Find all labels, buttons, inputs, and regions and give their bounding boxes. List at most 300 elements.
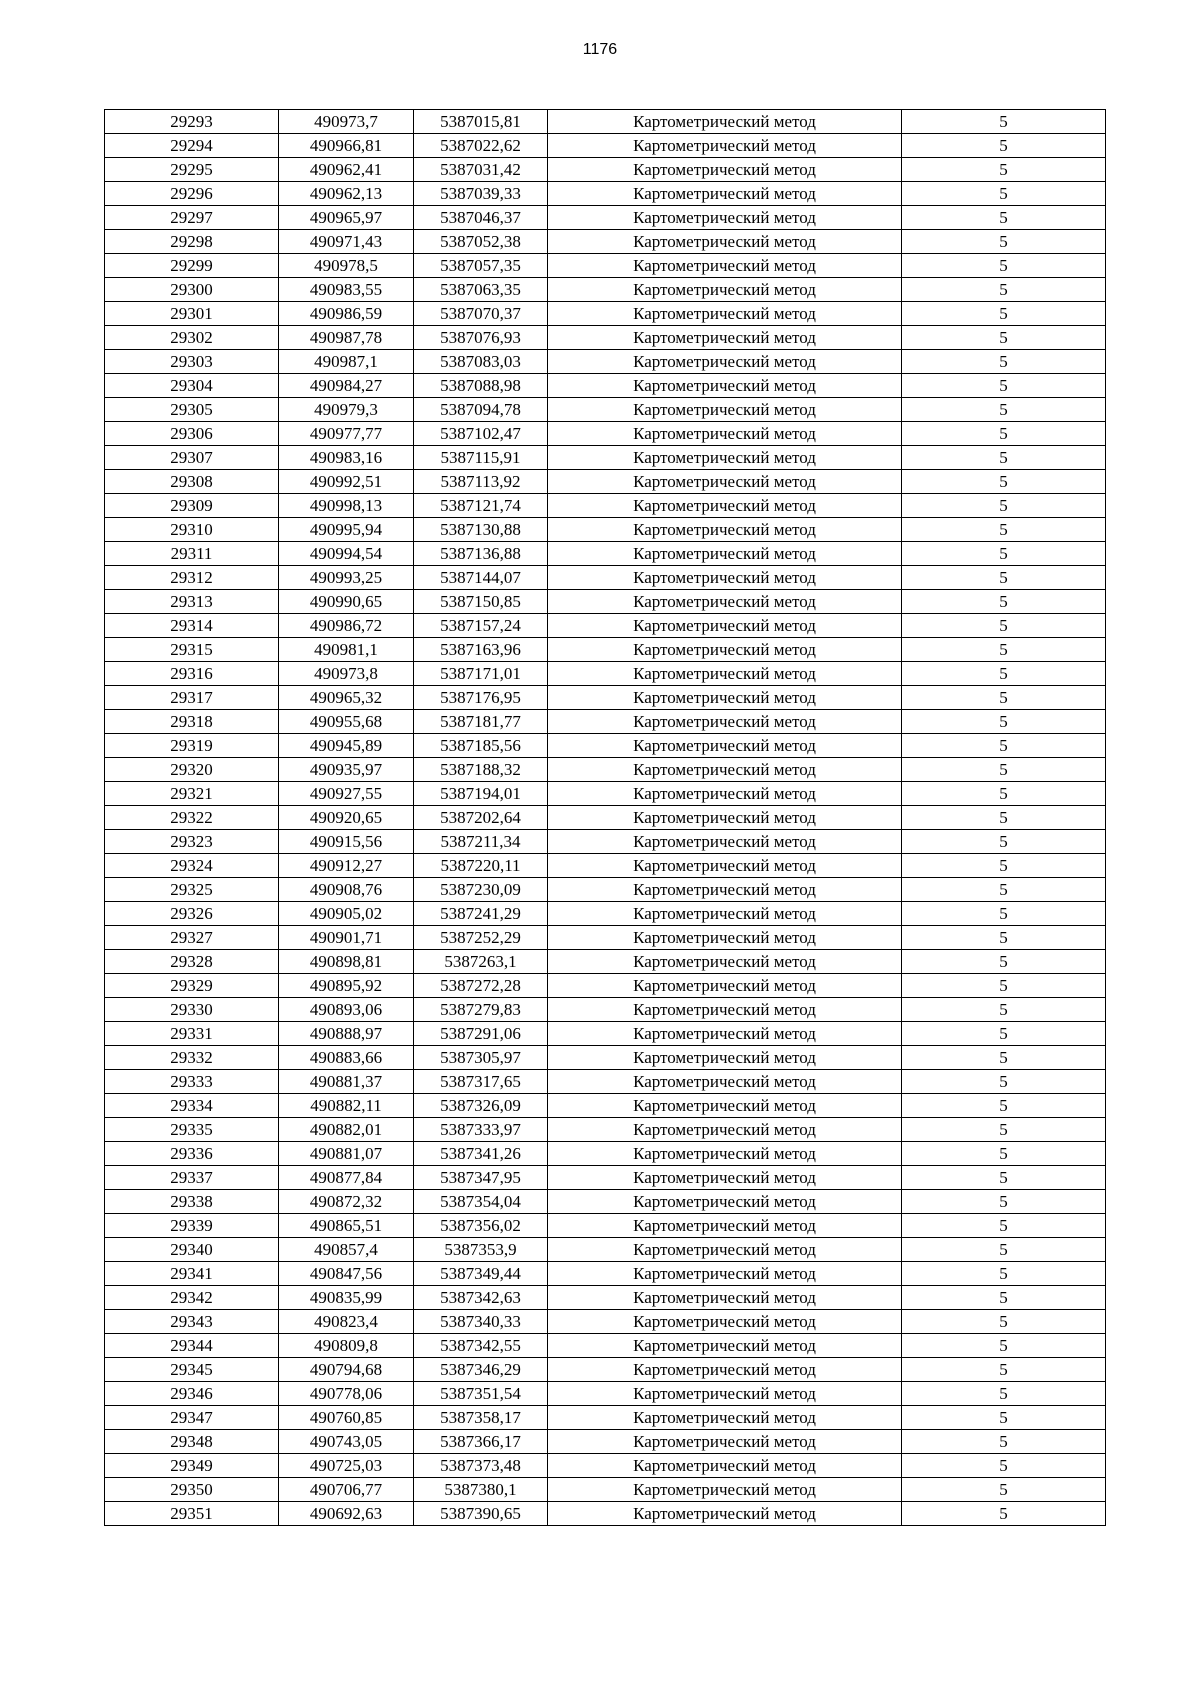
accuracy-cell: 5 xyxy=(902,734,1106,758)
x-coordinate-cell: 490835,99 xyxy=(279,1286,414,1310)
accuracy-cell: 5 xyxy=(902,1022,1106,1046)
method-cell: Картометрический метод xyxy=(548,926,902,950)
x-coordinate-cell: 490692,63 xyxy=(279,1502,414,1526)
table-row xyxy=(105,158,1106,182)
table-row xyxy=(105,1022,1106,1046)
accuracy-cell: 5 xyxy=(902,614,1106,638)
x-coordinate-cell: 490794,68 xyxy=(279,1358,414,1382)
y-coordinate-cell: 5387317,65 xyxy=(414,1070,548,1094)
point-number-cell: 29323 xyxy=(105,830,279,854)
y-coordinate-cell: 5387347,95 xyxy=(414,1166,548,1190)
point-number-cell: 29350 xyxy=(105,1478,279,1502)
accuracy-cell: 5 xyxy=(902,470,1106,494)
point-number-cell: 29331 xyxy=(105,1022,279,1046)
x-coordinate-cell: 490898,81 xyxy=(279,950,414,974)
table-row xyxy=(105,1118,1106,1142)
x-coordinate-cell: 490977,77 xyxy=(279,422,414,446)
point-number-cell: 29296 xyxy=(105,182,279,206)
table-row xyxy=(105,134,1106,158)
x-coordinate-cell: 490881,07 xyxy=(279,1142,414,1166)
table-row xyxy=(105,854,1106,878)
method-cell: Картометрический метод xyxy=(548,230,902,254)
accuracy-cell: 5 xyxy=(902,446,1106,470)
point-number-cell: 29293 xyxy=(105,110,279,134)
accuracy-cell: 5 xyxy=(902,398,1106,422)
y-coordinate-cell: 5387279,83 xyxy=(414,998,548,1022)
x-coordinate-cell: 490995,94 xyxy=(279,518,414,542)
method-cell: Картометрический метод xyxy=(548,1094,902,1118)
table-row xyxy=(105,182,1106,206)
page-number: 1176 xyxy=(582,41,618,58)
point-number-cell: 29308 xyxy=(105,470,279,494)
point-number-cell: 29298 xyxy=(105,230,279,254)
y-coordinate-cell: 5387220,11 xyxy=(414,854,548,878)
x-coordinate-cell: 490987,78 xyxy=(279,326,414,350)
accuracy-cell: 5 xyxy=(902,326,1106,350)
x-coordinate-cell: 490965,97 xyxy=(279,206,414,230)
method-cell: Картометрический метод xyxy=(548,398,902,422)
y-coordinate-cell: 5387326,09 xyxy=(414,1094,548,1118)
accuracy-cell: 5 xyxy=(902,206,1106,230)
method-cell: Картометрический метод xyxy=(548,1070,902,1094)
table-row xyxy=(105,206,1106,230)
y-coordinate-cell: 5387136,88 xyxy=(414,542,548,566)
x-coordinate-cell: 490986,72 xyxy=(279,614,414,638)
y-coordinate-cell: 5387342,55 xyxy=(414,1334,548,1358)
table-row xyxy=(105,782,1106,806)
method-cell: Картометрический метод xyxy=(548,542,902,566)
y-coordinate-cell: 5387181,77 xyxy=(414,710,548,734)
accuracy-cell: 5 xyxy=(902,830,1106,854)
point-number-cell: 29335 xyxy=(105,1118,279,1142)
method-cell: Картометрический метод xyxy=(548,830,902,854)
table-row xyxy=(105,1454,1106,1478)
point-number-cell: 29342 xyxy=(105,1286,279,1310)
y-coordinate-cell: 5387272,28 xyxy=(414,974,548,998)
table-row xyxy=(105,446,1106,470)
table-row xyxy=(105,638,1106,662)
y-coordinate-cell: 5387046,37 xyxy=(414,206,548,230)
table-row xyxy=(105,1406,1106,1430)
x-coordinate-cell: 490809,8 xyxy=(279,1334,414,1358)
y-coordinate-cell: 5387263,1 xyxy=(414,950,548,974)
table-row xyxy=(105,662,1106,686)
x-coordinate-cell: 490990,65 xyxy=(279,590,414,614)
method-cell: Картометрический метод xyxy=(548,614,902,638)
point-number-cell: 29302 xyxy=(105,326,279,350)
x-coordinate-cell: 490725,03 xyxy=(279,1454,414,1478)
point-number-cell: 29309 xyxy=(105,494,279,518)
x-coordinate-cell: 490994,54 xyxy=(279,542,414,566)
point-number-cell: 29348 xyxy=(105,1430,279,1454)
accuracy-cell: 5 xyxy=(902,110,1106,134)
point-number-cell: 29306 xyxy=(105,422,279,446)
accuracy-cell: 5 xyxy=(902,902,1106,926)
x-coordinate-cell: 490965,32 xyxy=(279,686,414,710)
table-row xyxy=(105,278,1106,302)
x-coordinate-cell: 490912,27 xyxy=(279,854,414,878)
point-number-cell: 29294 xyxy=(105,134,279,158)
point-number-cell: 29328 xyxy=(105,950,279,974)
method-cell: Картометрический метод xyxy=(548,1214,902,1238)
accuracy-cell: 5 xyxy=(902,302,1106,326)
y-coordinate-cell: 5387070,37 xyxy=(414,302,548,326)
accuracy-cell: 5 xyxy=(902,350,1106,374)
x-coordinate-cell: 490983,55 xyxy=(279,278,414,302)
method-cell: Картометрический метод xyxy=(548,590,902,614)
accuracy-cell: 5 xyxy=(902,974,1106,998)
table-row xyxy=(105,1142,1106,1166)
y-coordinate-cell: 5387366,17 xyxy=(414,1430,548,1454)
method-cell: Картометрический метод xyxy=(548,1166,902,1190)
table-row xyxy=(105,1094,1106,1118)
x-coordinate-cell: 490760,85 xyxy=(279,1406,414,1430)
accuracy-cell: 5 xyxy=(902,1190,1106,1214)
method-cell: Картометрический метод xyxy=(548,350,902,374)
accuracy-cell: 5 xyxy=(902,878,1106,902)
accuracy-cell: 5 xyxy=(902,518,1106,542)
y-coordinate-cell: 5387291,06 xyxy=(414,1022,548,1046)
y-coordinate-cell: 5387076,93 xyxy=(414,326,548,350)
x-coordinate-cell: 490743,05 xyxy=(279,1430,414,1454)
method-cell: Картометрический метод xyxy=(548,902,902,926)
accuracy-cell: 5 xyxy=(902,254,1106,278)
point-number-cell: 29338 xyxy=(105,1190,279,1214)
table-row xyxy=(105,1430,1106,1454)
method-cell: Картометрический метод xyxy=(548,686,902,710)
method-cell: Картометрический метод xyxy=(548,974,902,998)
y-coordinate-cell: 5387188,32 xyxy=(414,758,548,782)
x-coordinate-cell: 490823,4 xyxy=(279,1310,414,1334)
y-coordinate-cell: 5387057,35 xyxy=(414,254,548,278)
table-row xyxy=(105,686,1106,710)
method-cell: Картометрический метод xyxy=(548,854,902,878)
point-number-cell: 29345 xyxy=(105,1358,279,1382)
x-coordinate-cell: 490955,68 xyxy=(279,710,414,734)
method-cell: Картометрический метод xyxy=(548,1310,902,1334)
point-number-cell: 29330 xyxy=(105,998,279,1022)
table-row xyxy=(105,878,1106,902)
accuracy-cell: 5 xyxy=(902,278,1106,302)
coordinates-table-body xyxy=(105,110,1106,1526)
method-cell: Картометрический метод xyxy=(548,782,902,806)
accuracy-cell: 5 xyxy=(902,1166,1106,1190)
x-coordinate-cell: 490981,1 xyxy=(279,638,414,662)
accuracy-cell: 5 xyxy=(902,1118,1106,1142)
x-coordinate-cell: 490778,06 xyxy=(279,1382,414,1406)
method-cell: Картометрический метод xyxy=(548,182,902,206)
point-number-cell: 29326 xyxy=(105,902,279,926)
table-row xyxy=(105,710,1106,734)
x-coordinate-cell: 490882,01 xyxy=(279,1118,414,1142)
method-cell: Картометрический метод xyxy=(548,494,902,518)
y-coordinate-cell: 5387202,64 xyxy=(414,806,548,830)
point-number-cell: 29327 xyxy=(105,926,279,950)
x-coordinate-cell: 490905,02 xyxy=(279,902,414,926)
table-row xyxy=(105,326,1106,350)
y-coordinate-cell: 5387121,74 xyxy=(414,494,548,518)
y-coordinate-cell: 5387241,29 xyxy=(414,902,548,926)
x-coordinate-cell: 490986,59 xyxy=(279,302,414,326)
y-coordinate-cell: 5387230,09 xyxy=(414,878,548,902)
method-cell: Картометрический метод xyxy=(548,1046,902,1070)
method-cell: Картометрический метод xyxy=(548,446,902,470)
point-number-cell: 29320 xyxy=(105,758,279,782)
method-cell: Картометрический метод xyxy=(548,1022,902,1046)
point-number-cell: 29324 xyxy=(105,854,279,878)
table-row xyxy=(105,302,1106,326)
point-number-cell: 29307 xyxy=(105,446,279,470)
accuracy-cell: 5 xyxy=(902,1094,1106,1118)
accuracy-cell: 5 xyxy=(902,1070,1106,1094)
x-coordinate-cell: 490865,51 xyxy=(279,1214,414,1238)
point-number-cell: 29318 xyxy=(105,710,279,734)
accuracy-cell: 5 xyxy=(902,638,1106,662)
method-cell: Картометрический метод xyxy=(548,254,902,278)
method-cell: Картометрический метод xyxy=(548,710,902,734)
accuracy-cell: 5 xyxy=(902,230,1106,254)
point-number-cell: 29300 xyxy=(105,278,279,302)
y-coordinate-cell: 5387305,97 xyxy=(414,1046,548,1070)
method-cell: Картометрический метод xyxy=(548,1238,902,1262)
point-number-cell: 29341 xyxy=(105,1262,279,1286)
method-cell: Картометрический метод xyxy=(548,1430,902,1454)
method-cell: Картометрический метод xyxy=(548,758,902,782)
point-number-cell: 29297 xyxy=(105,206,279,230)
y-coordinate-cell: 5387094,78 xyxy=(414,398,548,422)
point-number-cell: 29343 xyxy=(105,1310,279,1334)
point-number-cell: 29304 xyxy=(105,374,279,398)
point-number-cell: 29319 xyxy=(105,734,279,758)
x-coordinate-cell: 490945,89 xyxy=(279,734,414,758)
point-number-cell: 29334 xyxy=(105,1094,279,1118)
table-row xyxy=(105,974,1106,998)
x-coordinate-cell: 490987,1 xyxy=(279,350,414,374)
y-coordinate-cell: 5387102,47 xyxy=(414,422,548,446)
method-cell: Картометрический метод xyxy=(548,278,902,302)
point-number-cell: 29313 xyxy=(105,590,279,614)
method-cell: Картометрический метод xyxy=(548,1502,902,1526)
table-row xyxy=(105,590,1106,614)
y-coordinate-cell: 5387356,02 xyxy=(414,1214,548,1238)
x-coordinate-cell: 490895,92 xyxy=(279,974,414,998)
y-coordinate-cell: 5387194,01 xyxy=(414,782,548,806)
table-row xyxy=(105,470,1106,494)
table-row xyxy=(105,422,1106,446)
table-row xyxy=(105,998,1106,1022)
x-coordinate-cell: 490857,4 xyxy=(279,1238,414,1262)
table-row xyxy=(105,566,1106,590)
accuracy-cell: 5 xyxy=(902,926,1106,950)
accuracy-cell: 5 xyxy=(902,182,1106,206)
method-cell: Картометрический метод xyxy=(548,158,902,182)
method-cell: Картометрический метод xyxy=(548,1358,902,1382)
y-coordinate-cell: 5387333,97 xyxy=(414,1118,548,1142)
x-coordinate-cell: 490882,11 xyxy=(279,1094,414,1118)
method-cell: Картометрический метод xyxy=(548,110,902,134)
y-coordinate-cell: 5387022,62 xyxy=(414,134,548,158)
accuracy-cell: 5 xyxy=(902,494,1106,518)
table-row xyxy=(105,1358,1106,1382)
table-row xyxy=(105,494,1106,518)
point-number-cell: 29337 xyxy=(105,1166,279,1190)
x-coordinate-cell: 490872,32 xyxy=(279,1190,414,1214)
table-row xyxy=(105,806,1106,830)
point-number-cell: 29314 xyxy=(105,614,279,638)
accuracy-cell: 5 xyxy=(902,686,1106,710)
y-coordinate-cell: 5387353,9 xyxy=(414,1238,548,1262)
y-coordinate-cell: 5387351,54 xyxy=(414,1382,548,1406)
x-coordinate-cell: 490993,25 xyxy=(279,566,414,590)
method-cell: Картометрический метод xyxy=(548,422,902,446)
accuracy-cell: 5 xyxy=(902,374,1106,398)
table-row xyxy=(105,542,1106,566)
accuracy-cell: 5 xyxy=(902,710,1106,734)
point-number-cell: 29333 xyxy=(105,1070,279,1094)
table-row xyxy=(105,350,1106,374)
x-coordinate-cell: 490920,65 xyxy=(279,806,414,830)
method-cell: Картометрический метод xyxy=(548,1334,902,1358)
method-cell: Картометрический метод xyxy=(548,326,902,350)
table-row xyxy=(105,734,1106,758)
y-coordinate-cell: 5387063,35 xyxy=(414,278,548,302)
point-number-cell: 29325 xyxy=(105,878,279,902)
y-coordinate-cell: 5387031,42 xyxy=(414,158,548,182)
table-row xyxy=(105,758,1106,782)
y-coordinate-cell: 5387358,17 xyxy=(414,1406,548,1430)
accuracy-cell: 5 xyxy=(902,1334,1106,1358)
x-coordinate-cell: 490971,43 xyxy=(279,230,414,254)
x-coordinate-cell: 490962,41 xyxy=(279,158,414,182)
point-number-cell: 29339 xyxy=(105,1214,279,1238)
point-number-cell: 29301 xyxy=(105,302,279,326)
accuracy-cell: 5 xyxy=(902,782,1106,806)
accuracy-cell: 5 xyxy=(902,1454,1106,1478)
method-cell: Картометрический метод xyxy=(548,1478,902,1502)
table-row xyxy=(105,1286,1106,1310)
y-coordinate-cell: 5387390,65 xyxy=(414,1502,548,1526)
table-row xyxy=(105,230,1106,254)
table-row xyxy=(105,1262,1106,1286)
x-coordinate-cell: 490908,76 xyxy=(279,878,414,902)
point-number-cell: 29305 xyxy=(105,398,279,422)
point-number-cell: 29329 xyxy=(105,974,279,998)
point-number-cell: 29311 xyxy=(105,542,279,566)
accuracy-cell: 5 xyxy=(902,134,1106,158)
method-cell: Картометрический метод xyxy=(548,1382,902,1406)
accuracy-cell: 5 xyxy=(902,1238,1106,1262)
x-coordinate-cell: 490983,16 xyxy=(279,446,414,470)
point-number-cell: 29303 xyxy=(105,350,279,374)
accuracy-cell: 5 xyxy=(902,158,1106,182)
x-coordinate-cell: 490888,97 xyxy=(279,1022,414,1046)
accuracy-cell: 5 xyxy=(902,1478,1106,1502)
y-coordinate-cell: 5387380,1 xyxy=(414,1478,548,1502)
point-number-cell: 29299 xyxy=(105,254,279,278)
accuracy-cell: 5 xyxy=(902,1430,1106,1454)
method-cell: Картометрический метод xyxy=(548,302,902,326)
table-row xyxy=(105,110,1106,134)
accuracy-cell: 5 xyxy=(902,1262,1106,1286)
point-number-cell: 29295 xyxy=(105,158,279,182)
y-coordinate-cell: 5387039,33 xyxy=(414,182,548,206)
point-number-cell: 29322 xyxy=(105,806,279,830)
point-number-cell: 29336 xyxy=(105,1142,279,1166)
y-coordinate-cell: 5387340,33 xyxy=(414,1310,548,1334)
table-row xyxy=(105,1190,1106,1214)
x-coordinate-cell: 490935,97 xyxy=(279,758,414,782)
x-coordinate-cell: 490877,84 xyxy=(279,1166,414,1190)
y-coordinate-cell: 5387176,95 xyxy=(414,686,548,710)
accuracy-cell: 5 xyxy=(902,998,1106,1022)
method-cell: Картометрический метод xyxy=(548,134,902,158)
table-row xyxy=(105,398,1106,422)
point-number-cell: 29321 xyxy=(105,782,279,806)
table-row xyxy=(105,254,1106,278)
x-coordinate-cell: 490901,71 xyxy=(279,926,414,950)
point-number-cell: 29346 xyxy=(105,1382,279,1406)
x-coordinate-cell: 490984,27 xyxy=(279,374,414,398)
method-cell: Картометрический метод xyxy=(548,206,902,230)
table-row xyxy=(105,950,1106,974)
x-coordinate-cell: 490998,13 xyxy=(279,494,414,518)
method-cell: Картометрический метод xyxy=(548,998,902,1022)
x-coordinate-cell: 490973,8 xyxy=(279,662,414,686)
method-cell: Картометрический метод xyxy=(548,1286,902,1310)
table-row xyxy=(105,1214,1106,1238)
y-coordinate-cell: 5387144,07 xyxy=(414,566,548,590)
accuracy-cell: 5 xyxy=(902,758,1106,782)
point-number-cell: 29332 xyxy=(105,1046,279,1070)
y-coordinate-cell: 5387157,24 xyxy=(414,614,548,638)
table-row xyxy=(105,1310,1106,1334)
method-cell: Картометрический метод xyxy=(548,1142,902,1166)
accuracy-cell: 5 xyxy=(902,1406,1106,1430)
method-cell: Картометрический метод xyxy=(548,566,902,590)
y-coordinate-cell: 5387052,38 xyxy=(414,230,548,254)
method-cell: Картометрический метод xyxy=(548,1454,902,1478)
y-coordinate-cell: 5387373,48 xyxy=(414,1454,548,1478)
accuracy-cell: 5 xyxy=(902,1502,1106,1526)
table-row xyxy=(105,518,1106,542)
method-cell: Картометрический метод xyxy=(548,518,902,542)
x-coordinate-cell: 490962,13 xyxy=(279,182,414,206)
table-row xyxy=(105,902,1106,926)
x-coordinate-cell: 490706,77 xyxy=(279,1478,414,1502)
accuracy-cell: 5 xyxy=(902,662,1106,686)
table-row xyxy=(105,1478,1106,1502)
y-coordinate-cell: 5387015,81 xyxy=(414,110,548,134)
y-coordinate-cell: 5387346,29 xyxy=(414,1358,548,1382)
point-number-cell: 29315 xyxy=(105,638,279,662)
x-coordinate-cell: 490915,56 xyxy=(279,830,414,854)
table-row xyxy=(105,830,1106,854)
method-cell: Картометрический метод xyxy=(548,878,902,902)
point-number-cell: 29351 xyxy=(105,1502,279,1526)
table-row xyxy=(105,1238,1106,1262)
accuracy-cell: 5 xyxy=(902,1142,1106,1166)
point-number-cell: 29347 xyxy=(105,1406,279,1430)
table-row xyxy=(105,1046,1106,1070)
point-number-cell: 29349 xyxy=(105,1454,279,1478)
x-coordinate-cell: 490881,37 xyxy=(279,1070,414,1094)
method-cell: Картометрический метод xyxy=(548,662,902,686)
table-row xyxy=(105,1070,1106,1094)
y-coordinate-cell: 5387130,88 xyxy=(414,518,548,542)
y-coordinate-cell: 5387088,98 xyxy=(414,374,548,398)
x-coordinate-cell: 490973,7 xyxy=(279,110,414,134)
accuracy-cell: 5 xyxy=(902,1286,1106,1310)
